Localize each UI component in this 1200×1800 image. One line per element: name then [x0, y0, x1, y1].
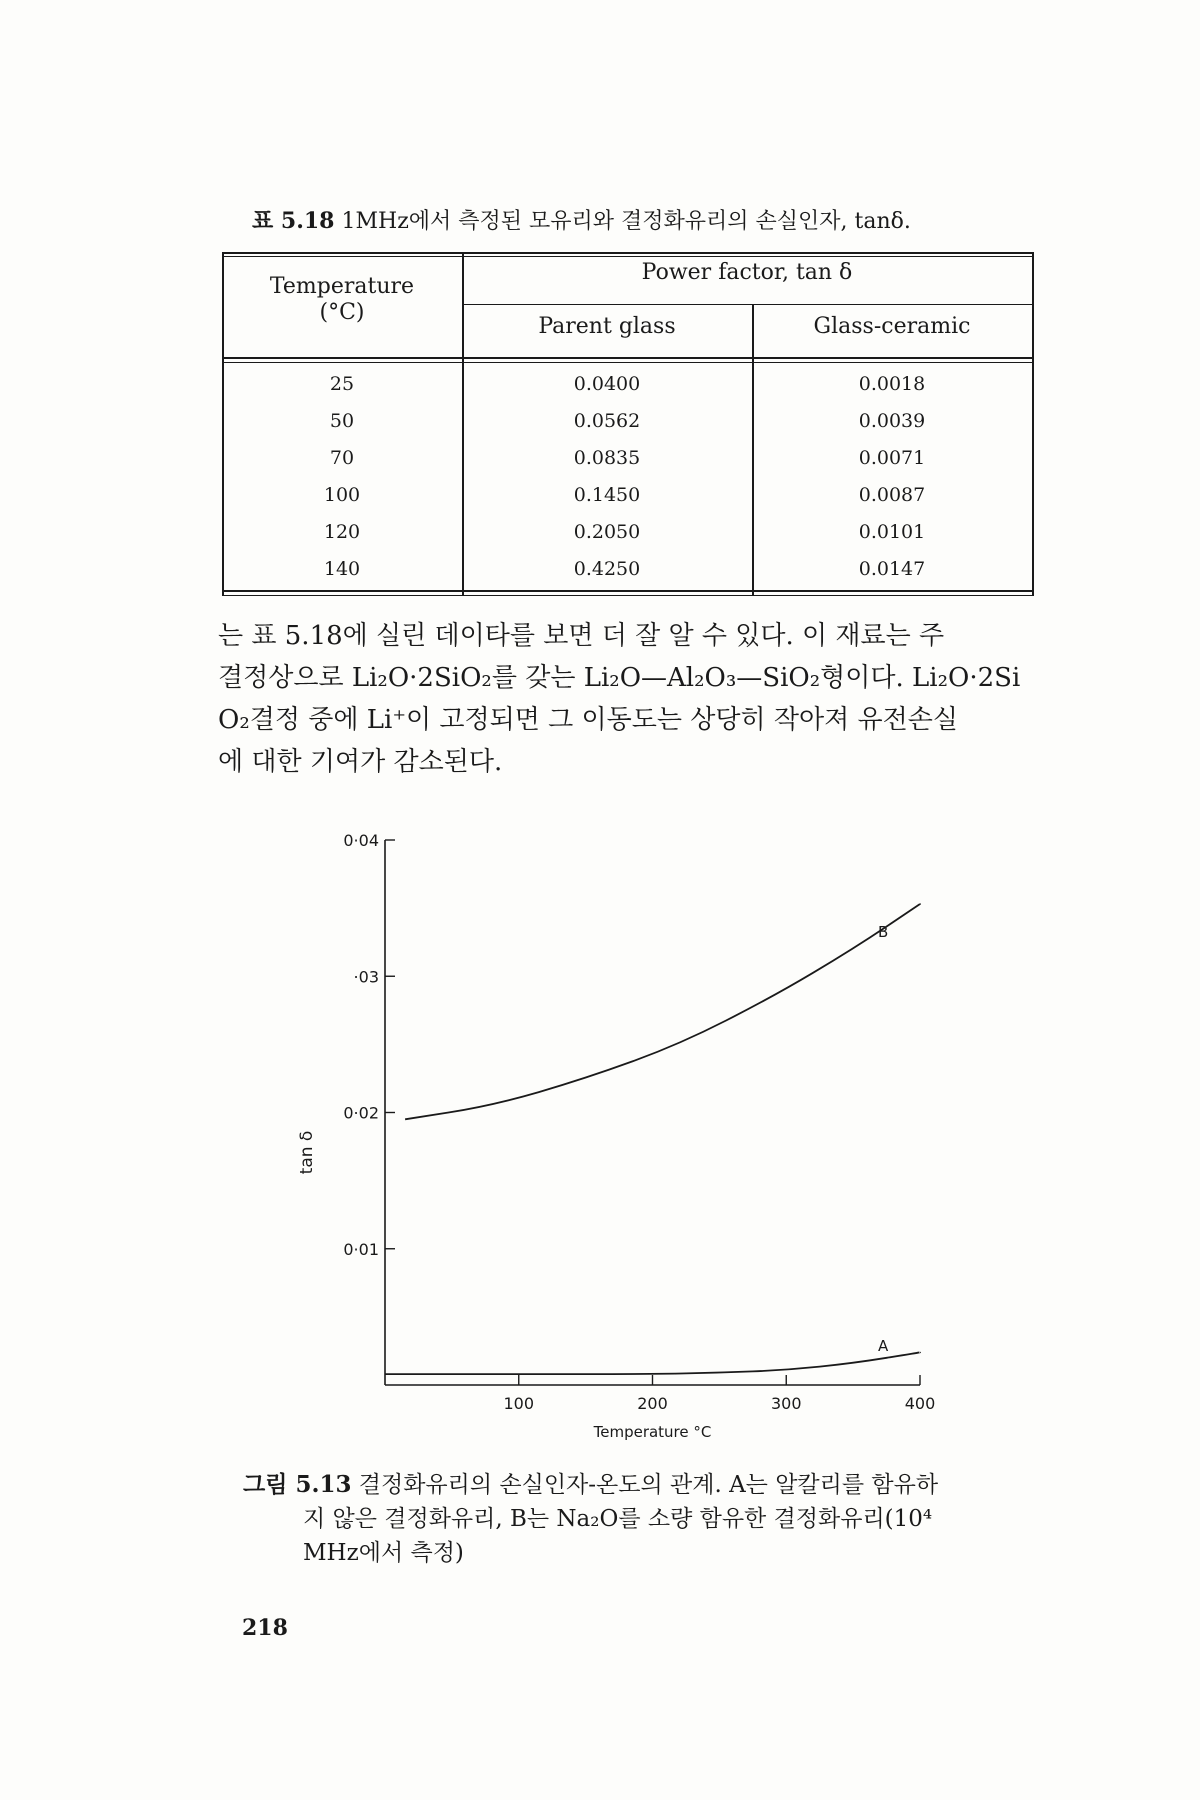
series-line-b — [405, 904, 920, 1119]
x-tick-label: 400 — [904, 1394, 936, 1413]
x-tick-label: 200 — [637, 1394, 668, 1413]
table-subheader-rule — [462, 304, 1032, 305]
y-tick-label: ·03 — [353, 967, 379, 987]
x-axis-label: Temperature °C — [593, 1423, 712, 1441]
loss-factor-chart — [290, 815, 950, 1455]
cell-temp: 50 — [329, 410, 355, 432]
cell-temp: 70 — [329, 447, 355, 469]
body-paragraph — [218, 615, 1038, 783]
table-bottom-rule — [222, 590, 1032, 592]
figure-caption-line: 지 않은 결정화유리, B는 Na₂O를 소량 함유한 결정화유리(10⁴ — [303, 1506, 933, 1532]
series-line-a — [385, 1352, 920, 1374]
table-row — [222, 478, 1032, 515]
cell-ceramic: 0.0087 — [858, 484, 926, 506]
page-number: 218 — [242, 1615, 288, 1641]
body-line: 는 표 5.18에 실린 데이타를 보면 더 잘 알 수 있다. 이 재료는 주 — [218, 621, 945, 651]
y-tick-label: 0·04 — [343, 831, 379, 850]
header-temperature-unit: (°C) — [319, 300, 365, 325]
figure-caption-line: MHz에서 측정) — [303, 1540, 464, 1566]
table-row — [222, 552, 1032, 589]
body-line: O₂결정 중에 Li⁺이 고정되면 그 이동도는 상당히 작아져 유전손실 — [218, 705, 958, 735]
header-parent-glass: Parent glass — [538, 314, 676, 339]
table-caption-text: 1MHz에서 측정된 모유리와 결정화유리의 손실인자, tanδ. — [341, 209, 911, 234]
table-row — [222, 367, 1032, 404]
header-temperature-label: Temperature — [269, 274, 415, 299]
cell-parent: 0.4250 — [573, 558, 641, 580]
loss-factor-table — [222, 252, 1032, 596]
cell-ceramic: 0.0039 — [858, 410, 926, 432]
cell-ceramic: 0.0147 — [858, 558, 926, 580]
header-glass-ceramic: Glass-ceramic — [813, 314, 971, 339]
table-row — [222, 515, 1032, 552]
cell-temp: 140 — [323, 558, 361, 580]
table-row — [222, 441, 1032, 478]
table-header-rule-thin — [222, 362, 1032, 363]
figure-caption-line: 결정화유리의 손실인자-온도의 관계. A는 알칼리를 함유하 — [358, 1472, 939, 1498]
header-temperature — [222, 274, 462, 326]
cell-ceramic: 0.0101 — [858, 521, 926, 543]
x-tick-label: 300 — [770, 1394, 802, 1413]
cell-parent: 0.0400 — [573, 373, 641, 395]
cell-parent: 0.0835 — [573, 447, 641, 469]
cell-ceramic: 0.0071 — [858, 447, 926, 469]
table-header-rule — [222, 357, 1032, 359]
cell-parent: 0.1450 — [573, 484, 641, 506]
body-line: 에 대한 기여가 감소된다. — [218, 747, 503, 777]
loss-factor-figure — [290, 815, 950, 1455]
y-axis-label: tan δ — [297, 1130, 317, 1175]
table-caption — [252, 204, 1012, 235]
x-tick-label: 100 — [503, 1394, 535, 1413]
figure-caption-label: 그림 5.13 — [243, 1471, 352, 1498]
y-tick-label: 0·02 — [343, 1103, 379, 1123]
table-row — [222, 404, 1032, 441]
table-caption-label: 표 5.18 — [252, 208, 335, 234]
body-line: 결정상으로 Li₂O·2SiO₂를 갖는 Li₂O—Al₂O₃—SiO₂형이다. Li₂O·2Si — [218, 663, 1021, 693]
y-tick-label: 0·01 — [343, 1239, 379, 1259]
figure-caption — [243, 1468, 1043, 1570]
cell-temp: 120 — [323, 521, 361, 543]
cell-parent: 0.2050 — [573, 521, 641, 543]
series-label-a: A — [877, 1337, 889, 1356]
cell-temp: 25 — [329, 373, 355, 395]
series-label-b: B — [877, 923, 889, 941]
table-top-rule-thin — [222, 256, 1032, 257]
cell-ceramic: 0.0018 — [858, 373, 926, 395]
cell-parent: 0.0562 — [573, 410, 641, 432]
cell-temp: 100 — [323, 484, 361, 506]
table-top-rule — [222, 252, 1032, 254]
table-right-border — [1032, 252, 1034, 596]
table-bottom-rule-thin — [222, 595, 1032, 596]
header-power-factor: Power factor, tan δ — [641, 260, 853, 285]
